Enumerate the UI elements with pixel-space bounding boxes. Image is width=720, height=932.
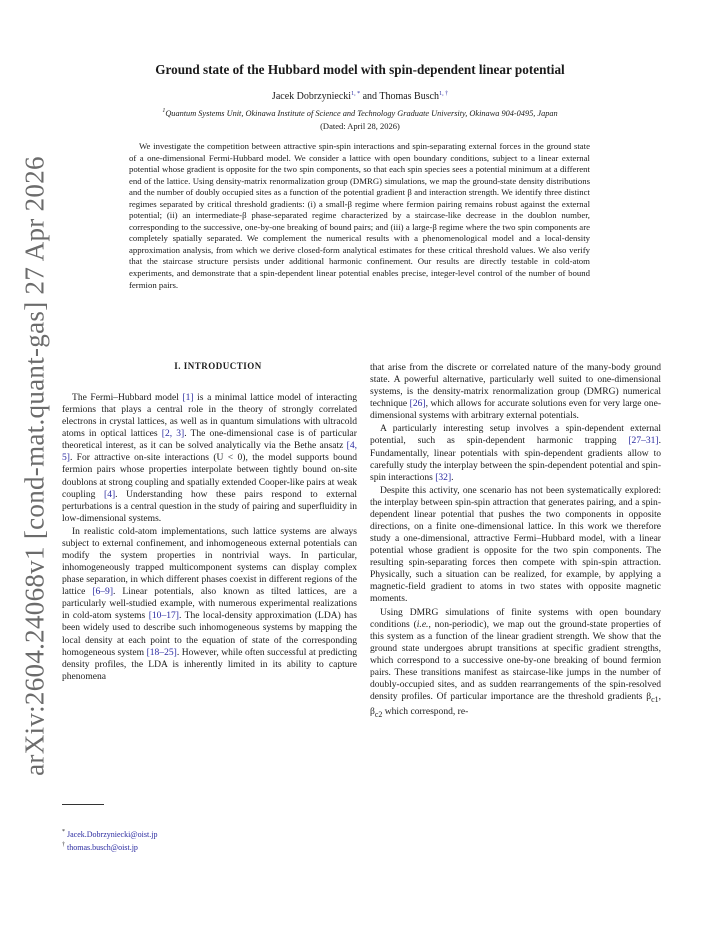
citation-link[interactable]: [1] (182, 392, 194, 403)
citation-link[interactable]: [6–9] (92, 586, 114, 598)
author-name: Thomas Busch (379, 91, 440, 102)
footnotes (62, 827, 157, 853)
paragraph: that arise from the discrete or correlated nature of the many-body ground state. A powerful alternative, particularly well suited to one-dimensional systems, is the density-matrix renormalization group (DMRG) numerical technique [26], which allows for accurate solutions even for very large one-dimensional systems with arbitrary external potentials. (370, 362, 661, 422)
citation-link[interactable]: [18–25] (146, 646, 177, 658)
footnote-rule (62, 804, 104, 805)
author-footnote-mark[interactable]: 1, * (351, 91, 361, 97)
paragraph: Using DMRG simulations of finite systems with open boundary conditions (i.e., non-periodic), we map out the ground-state properties of this system as a function of the linear gradient strength. We show that the ground state undergoes abrupt transitions at specific gradient strengths, which correspond to a successive one-by-one breaking of bound fermion pairs. These transitions manifest as staircase-like jumps in the number of doubly-occupied sites, and as sudden rearrangements of the spin-resolved density profiles. Of particular importance are the threshold gradients $\beta_{c1}$, $\beta_{c2}$ which correspond, re- (370, 606, 662, 719)
affiliation (0, 108, 720, 118)
email-link[interactable]: Jacek.Dobrzyniecki@oist.jp (67, 830, 158, 839)
arxiv-identifier-sidebar: arXiv:2604.24068v1 [cond-mat.quant-gas] 27 Apr 2026 (19, 156, 50, 776)
footnote-mark: † (62, 842, 65, 848)
citation-link[interactable]: [10–17] (148, 610, 179, 622)
affiliation-mark: 1 (162, 108, 166, 114)
citation-link[interactable]: [2, 3] (161, 428, 185, 440)
author-line (0, 91, 720, 102)
footnote (62, 827, 157, 840)
paragraph: The Fermi–Hubbard model [1] is a minimal lattice model of interacting fermions that plays a central role in the theory of strongly correlated electrons in crystal lattices, as well as in quantum simulations with ultracold atoms in optical lattices [2, 3]. The one-dimensional case is of particular theoretical interest, as it can be solved analytically via the Bethe ansatz [4, 5]. For attractive on-site interactions (U < 0), the model supports bound fermion pairs whose properties interpolate between tightly bound on-site doublons at strong coupling and spatially extended Cooper-like pairs at weak coupling [4]. Understanding how these pairs respond to external perturbations is a central question in the study of pairing and superfluidity in low-dimensional systems. (62, 392, 357, 524)
left-column (62, 392, 357, 683)
paragraph: A particularly interesting setup involves a spin-dependent external potential, such as spin-dependent harmonic trapping [27–31]. Fundamentally, linear potentials with spin-dependent gradients allow to carefully study the interplay between the spin-dependent potential and spin-spin interactions [32]. (370, 423, 661, 483)
italic-text: i.e. (416, 618, 429, 630)
abstract: We investigate the competition between attractive spin-spin interactions and spin-separating external forces in the ground state of a one-dimensional Fermi-Hubbard model. We consider a lattice with open boundary conditions, subject to a linear external potential whose gradient is opposite for the two spin components, so that each spin species sees a potential minimum at a different end of the lattice. Using density-matrix renormalization group (DMRG) simulations, we map the ground-state density distributions and the number of doubly occupied sites as a function of the potential gradient β and interaction strength. We identify three distinct regimes separated by critical threshold gradients: (i) a small-β regime where fermion pairing remains robust against the external potential; (ii) an intermediate-β phase-separated regime characterized by a staircase-like decrease in the doublon number, corresponding to the successive, one-by-one breaking of bound pairs; and (iii) a large-β regime where the two spin components are completely spatially separated. We complement the numerical results with a phenomenological model and a local-density approximation analysis, from which we derive closed-form analytical estimates for these critical threshold values. We also verify that the staircase structure persists under additional harmonic confinement. Our results are directly testable in cold-atom experiments, and demonstrate that a spin-dependent linear potential enables precise, integer-level control of the number of bound fermion pairs. (129, 141, 590, 290)
footnote-mark: * (62, 829, 65, 835)
citation-link[interactable]: [32] (435, 471, 452, 483)
paragraph: Despite this activity, one scenario has not been systematically explored: the interplay between spin-spin attraction that generates pairing, and a spin-dependent linear potential that pushes the two components in opposite directions, on a finite one-dimensional lattice. In this work we therefore study a one-dimensional, attractive Fermi–Hubbard model, with a linear potential whose gradient is opposite for the two spin components. The resulting spin-separating forces then compete with spin-spin attraction. Physically, such a situation can be realized, for example, by applying a magnetic-field gradient to atoms in two states with opposite magnetic moments. (370, 484, 661, 605)
right-column (370, 362, 661, 721)
subscript: c2 (374, 710, 383, 719)
subscript: c1 (651, 695, 659, 705)
affiliation-text: Quantum Systems Unit, Okinawa Institute of Science and Technology Graduate University, Okinawa 904-0495, Japan (165, 109, 558, 118)
section-heading: I. INTRODUCTION (174, 361, 262, 371)
author-name: Jacek Dobrzyniecki (271, 91, 352, 102)
citation-link[interactable]: [26] (409, 398, 426, 410)
footnote (62, 840, 157, 853)
paragraph: In realistic cold-atom implementations, such lattice systems are always subject to external confinement, and inhomogeneous external potentials can modify the system properties in nontrivial ways. In particular, inhomogeneously trapped multicomponent systems can display complex phase separation, in which different phases coexist in different regions of the lattice [6–9]. Linear potentials, also known as tilted lattices, are a particularly well-studied example, with numerous experimental realizations in cold-atom systems [10–17]. The local-density approximation (LDA) has been widely used to describe such inhomogeneous systems by mapping the local density at each point to the equation of state of the corresponding homogeneous system [18–25]. However, while often successful at predicting density profiles, the LDA is inherently limited in its ability to capture phenomena (62, 525, 357, 682)
citation-link[interactable]: [27–31] (628, 435, 659, 447)
citation-link[interactable]: [4, 5] (62, 440, 357, 464)
email-link[interactable]: thomas.busch@oist.jp (67, 843, 138, 852)
date-line: (Dated: April 28, 2026) (320, 121, 400, 131)
author-footnote-mark[interactable]: 1, † (439, 91, 449, 97)
citation-link[interactable]: [4] (104, 488, 116, 500)
author-conjunction: and (362, 91, 378, 102)
paper-title: Ground state of the Hubbard model with spin-dependent linear potential (155, 62, 565, 77)
